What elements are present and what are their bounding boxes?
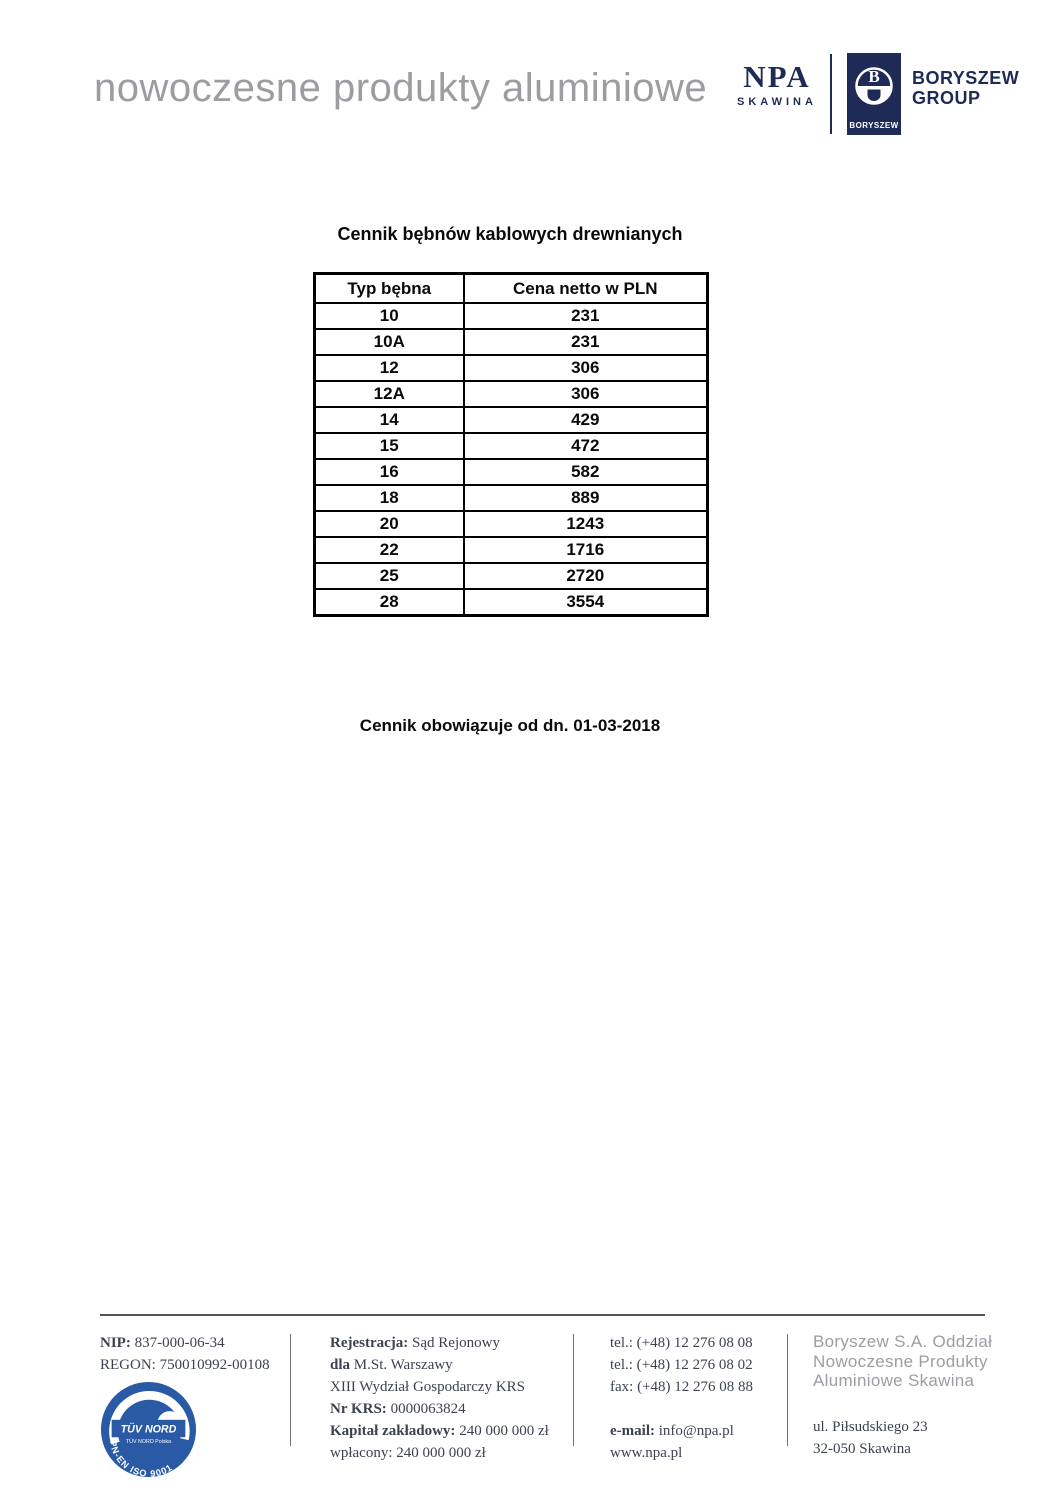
effective-date-note: Cennik obowiązuje od dn. 01-03-2018 [359,716,661,735]
cell-typ: 25 [315,563,464,589]
cell-typ: 15 [315,433,464,459]
cell-typ: 10 [315,303,464,329]
cell-cena: 306 [464,381,708,407]
footer-company-name [813,1332,992,1391]
price-table [313,272,709,617]
footer-col-contact [610,1332,753,1464]
cell-cena: 582 [464,459,708,485]
footer-line: XIII Wydział Gospodarczy KRS [330,1379,526,1395]
price-table-body [315,303,708,616]
footer-col-ids [100,1332,270,1485]
cell-typ: 22 [315,537,464,563]
footer-line: NIP: 837-000-06-34 [100,1335,225,1351]
footer-line: Rejestracja: Sąd Rejonowy [330,1335,500,1351]
cell-typ: 12 [315,355,464,381]
footer-line: Kapitał zakładowy: 240 000 000 zł [330,1423,549,1439]
npa-logo-subtitle: SKAWINA [737,96,817,108]
cell-cena: 2720 [464,563,708,589]
footer-line: wpłacony: 240 000 000 zł [330,1445,486,1461]
footer-company-address [813,1416,992,1460]
footer-col-company [813,1332,992,1460]
table-row [315,563,708,589]
cell-cena: 306 [464,355,708,381]
cell-typ: 28 [315,589,464,616]
table-row [315,511,708,537]
footer-online-lines [610,1420,753,1464]
table-row [315,303,708,329]
footer-gap [610,1398,753,1420]
boryszew-group-line1: BORYSZEW [911,68,1020,88]
footer-line: ul. Piłsudskiego 23 [813,1418,928,1435]
column-header-cena: Cena netto w PLN [464,274,708,304]
footer-rule [100,1314,985,1316]
cell-cena: 3554 [464,589,708,616]
cell-cena: 231 [464,303,708,329]
cell-cena: 1716 [464,537,708,563]
column-header-typ: Typ bębna [315,274,464,304]
table-row [315,485,708,511]
cell-cena: 472 [464,433,708,459]
tuv-brand-text: TÜV NORD [120,1423,177,1436]
logo-group [737,53,1019,135]
footer-line: tel.: (+48) 12 276 08 02 [610,1357,753,1373]
cell-cena: 429 [464,407,708,433]
footer-line: Aluminiowe Skawina [813,1371,975,1390]
footer-line: www.npa.pl [610,1445,683,1461]
footer-line: Nowoczesne Produkty [813,1351,988,1371]
npa-logo-text: NPA [743,59,811,94]
company-tagline: nowoczesne produkty aluminiowe [94,66,708,110]
logo-divider [830,54,832,134]
page-title: Cennik bębnów kablowych drewnianych [337,224,683,244]
footer-col-registration [330,1332,549,1464]
table-row [315,381,708,407]
boryszew-group-logo [912,68,1019,108]
footer-line: Boryszew S.A. Oddział [813,1332,993,1351]
boryszew-group-line2: GROUP [911,88,981,108]
cell-typ: 12A [315,381,464,407]
footer-line: fax: (+48) 12 276 08 88 [610,1379,754,1395]
cell-typ: 18 [315,485,464,511]
footer-id-lines [100,1332,270,1376]
cell-cena: 231 [464,329,708,355]
boryszew-logo-icon [847,53,901,135]
table-row [315,459,708,485]
table-row [315,355,708,381]
cell-typ: 16 [315,459,464,485]
tuv-cert-text: PN-EN ISO 9001 [107,1439,175,1478]
table-header-row [315,274,708,304]
table-row [315,329,708,355]
cell-cena: 889 [464,485,708,511]
cell-typ: 10A [315,329,464,355]
footer-line: Nr KRS: 0000063824 [330,1401,466,1417]
cell-typ: 14 [315,407,464,433]
footer-line: e-mail: info@npa.pl [610,1423,734,1439]
tuv-nord-iso-badge-icon [100,1381,197,1478]
footer-divider [290,1334,291,1446]
footer-phone-lines [610,1332,753,1398]
footer-divider [787,1334,788,1446]
boryszew-badge-letter: B [868,67,880,86]
footer-registration-lines [330,1332,549,1464]
footer-line: dla M.St. Warszawy [330,1357,453,1373]
cell-typ: 20 [315,511,464,537]
boryszew-badge-caption: BORYSZEW [849,121,899,130]
table-row [315,433,708,459]
table-row [315,537,708,563]
footer-line: 32-050 Skawina [813,1440,911,1457]
npa-logo [737,59,817,108]
footer-divider [573,1334,574,1446]
footer-line: REGON: 750010992-00108 [100,1357,270,1373]
table-row [315,589,708,616]
tuv-sub-text: TÜV NORD Polska [125,1439,172,1446]
table-row [315,407,708,433]
footer-line: tel.: (+48) 12 276 08 08 [610,1335,753,1351]
cell-cena: 1243 [464,511,708,537]
